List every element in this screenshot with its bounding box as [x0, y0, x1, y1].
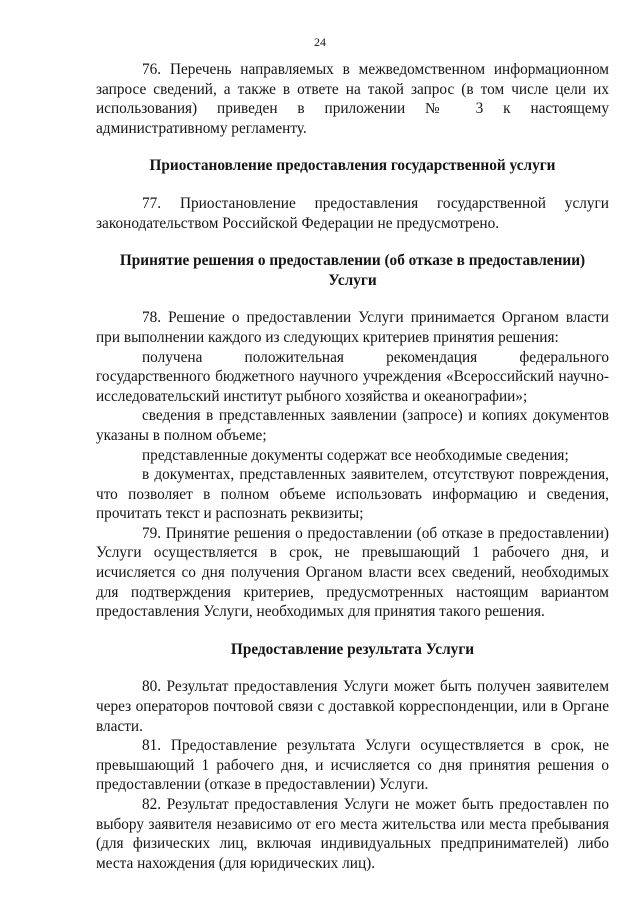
paragraph-81: 81. Предоставление результата Услуги осуществляется в срок, не превышающий 1 рабочего дня, и исчисляется со дня принятия решения о предоставлении (отказе в предоставлении) Услуги. — [96, 737, 609, 794]
criterion-no-damage: в документах, представленных заявителем, отсутствуют повреждения, что позволяет в полном объеме использовать информацию и сведения, прочитать текст и распознать реквизиты; — [96, 466, 609, 523]
criterion-recommendation: получена положительная рекомендация федерального государственного бюджетного научного учреждения «Всероссийский научно-исследовательский институт рыбного хозяйства и океанографии»; — [96, 348, 609, 405]
heading-result: Предоставление результата Услуги — [230, 640, 475, 658]
paragraph-78: 78. Решение о предоставлении Услуги принимается Органом власти при выполнении каждого из следующих критериев принятия решения: — [96, 309, 609, 346]
criterion-full-info: сведения в представленных заявлении (запросе) и копиях документов указаны в полном объеме; — [96, 407, 609, 444]
heading-decision-line1: Принятие решения о предоставлении (об отказе в предоставлении) — [119, 252, 586, 270]
paragraph-79: 79. Принятие решения о предоставлении (об отказе в предоставлении) Услуги осуществляется в срок, не превышающий 1 рабочего дня, и исчисляется со дня получения Органом власти всех сведений, необходимых для подтверждения критериев, предусмотренных настоящим вариантом предоставления Услуги, необходимых для принятия такого решения. — [96, 524, 609, 621]
paragraph-80: 80. Результат предоставления Услуги может быть получен заявителем через операторов почтовой связи с доставкой корреспонденции, или в Органе власти. — [96, 678, 609, 735]
paragraph-82: 82. Результат предоставления Услуги не может быть предоставлен по выбору заявителя независимо от его места жительства или места пребывания (для физических лиц, включая индивидуальных предпринимателей) либо места нахождения (для юридических лиц). — [96, 796, 609, 872]
page-number: 24 — [314, 35, 326, 49]
heading-suspension: Приостановление предоставления государственной услуги — [149, 157, 556, 175]
paragraph-77: 77. Приостановление предоставления государственной услуги законодательством Российской Федерации не предусмотрено. — [96, 194, 609, 232]
heading-decision-line2: Услуги — [328, 271, 377, 289]
paragraph-76: 76. Перечень направляемых в межведомственном информационном запросе сведений, а также в ответе на такой запрос (в том числе цели их использования) приведен в приложении № 3 к настоящему административному регламенту. — [96, 61, 609, 137]
criterion-documents-complete: представленные документы содержат все необходимые сведения; — [142, 446, 569, 464]
document-body — [96, 60, 609, 873]
